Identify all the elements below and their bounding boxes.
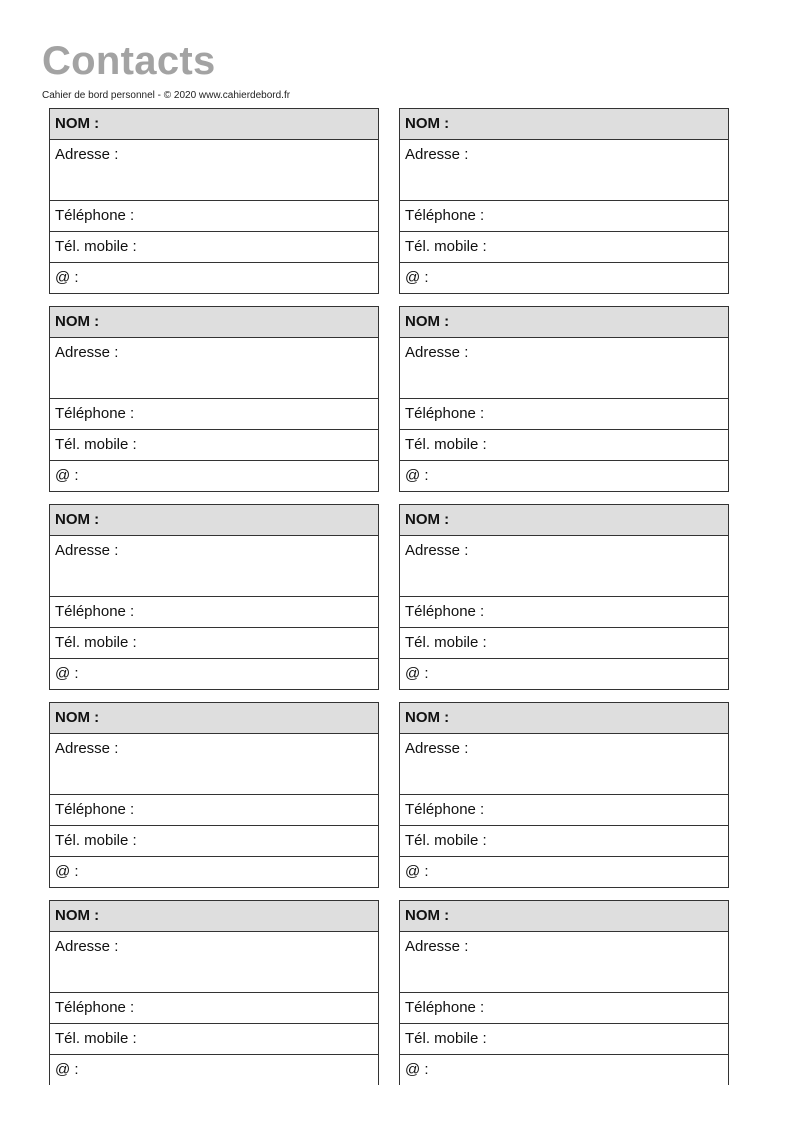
- contact-address-label: Adresse :: [55, 146, 119, 163]
- contact-name-field[interactable]: [50, 307, 378, 338]
- contact-mobile-field[interactable]: [50, 826, 378, 857]
- contact-card: [399, 306, 729, 492]
- contact-phone-field[interactable]: [400, 399, 728, 430]
- contact-mobile-label: Tél. mobile :: [405, 832, 487, 849]
- contact-mobile-field[interactable]: [50, 430, 378, 461]
- contact-address-field[interactable]: [400, 734, 728, 795]
- contact-name-label: NOM :: [405, 511, 450, 528]
- contact-address-field[interactable]: [400, 338, 728, 399]
- contact-email-label: @ :: [405, 467, 429, 484]
- contact-card: [399, 504, 729, 690]
- contact-mobile-field[interactable]: [400, 1024, 728, 1055]
- contact-address-label: Adresse :: [55, 542, 119, 559]
- contact-address-label: Adresse :: [55, 740, 119, 757]
- contact-card: [399, 108, 729, 294]
- contact-email-label: @ :: [405, 269, 429, 286]
- contact-address-label: Adresse :: [405, 740, 469, 757]
- contact-address-field[interactable]: [50, 536, 378, 597]
- contact-card: [49, 702, 379, 888]
- contact-email-field[interactable]: [400, 263, 728, 293]
- contact-phone-label: Téléphone :: [55, 405, 135, 422]
- contact-email-field[interactable]: [50, 1055, 378, 1085]
- contact-name-field[interactable]: [50, 109, 378, 140]
- contact-mobile-field[interactable]: [400, 430, 728, 461]
- contact-mobile-field[interactable]: [50, 232, 378, 263]
- contact-address-label: Adresse :: [405, 146, 469, 163]
- contact-phone-field[interactable]: [400, 795, 728, 826]
- contact-email-label: @ :: [405, 863, 429, 880]
- contact-name-field[interactable]: [400, 505, 728, 536]
- contact-phone-label: Téléphone :: [405, 603, 485, 620]
- contact-name-label: NOM :: [55, 313, 100, 330]
- contact-email-label: @ :: [55, 665, 79, 682]
- contact-name-field[interactable]: [400, 109, 728, 140]
- contact-mobile-label: Tél. mobile :: [405, 238, 487, 255]
- contact-address-label: Adresse :: [405, 938, 469, 955]
- contact-card: [49, 108, 379, 294]
- contact-name-label: NOM :: [55, 511, 100, 528]
- contact-mobile-label: Tél. mobile :: [55, 238, 137, 255]
- contact-address-field[interactable]: [50, 734, 378, 795]
- contact-name-label: NOM :: [405, 115, 450, 132]
- contact-email-label: @ :: [405, 1061, 429, 1078]
- contact-email-field[interactable]: [400, 857, 728, 887]
- contact-mobile-label: Tél. mobile :: [55, 832, 137, 849]
- contact-phone-label: Téléphone :: [405, 405, 485, 422]
- contact-phone-field[interactable]: [50, 201, 378, 232]
- contact-email-field[interactable]: [50, 659, 378, 689]
- contact-email-label: @ :: [55, 863, 79, 880]
- contact-mobile-label: Tél. mobile :: [55, 436, 137, 453]
- contact-phone-label: Téléphone :: [405, 207, 485, 224]
- contact-phone-field[interactable]: [50, 795, 378, 826]
- contact-phone-label: Téléphone :: [55, 603, 135, 620]
- contact-phone-label: Téléphone :: [55, 207, 135, 224]
- contact-mobile-field[interactable]: [400, 628, 728, 659]
- contact-email-field[interactable]: [400, 461, 728, 491]
- contact-card: [399, 702, 729, 888]
- contact-address-field[interactable]: [50, 338, 378, 399]
- contact-phone-field[interactable]: [400, 993, 728, 1024]
- contact-mobile-field[interactable]: [400, 232, 728, 263]
- contact-address-label: Adresse :: [55, 344, 119, 361]
- contact-name-label: NOM :: [55, 907, 100, 924]
- contact-mobile-label: Tél. mobile :: [405, 634, 487, 651]
- contact-phone-label: Téléphone :: [55, 999, 135, 1016]
- contact-mobile-field[interactable]: [50, 1024, 378, 1055]
- contact-email-field[interactable]: [50, 263, 378, 293]
- contact-address-label: Adresse :: [405, 542, 469, 559]
- contact-phone-field[interactable]: [50, 993, 378, 1024]
- contact-name-label: NOM :: [55, 709, 100, 726]
- contact-email-field[interactable]: [50, 461, 378, 491]
- contact-address-label: Adresse :: [405, 344, 469, 361]
- contact-phone-field[interactable]: [50, 399, 378, 430]
- contact-card: [49, 504, 379, 690]
- contact-name-label: NOM :: [55, 115, 100, 132]
- contact-name-label: NOM :: [405, 907, 450, 924]
- contact-address-label: Adresse :: [55, 938, 119, 955]
- contact-address-field[interactable]: [400, 536, 728, 597]
- contact-mobile-label: Tél. mobile :: [405, 1030, 487, 1047]
- contact-name-field[interactable]: [400, 901, 728, 932]
- contact-email-label: @ :: [55, 269, 79, 286]
- contact-phone-field[interactable]: [50, 597, 378, 628]
- contact-mobile-label: Tél. mobile :: [55, 634, 137, 651]
- contact-name-field[interactable]: [400, 703, 728, 734]
- page-title: Contacts: [42, 39, 216, 83]
- contact-grid: [49, 108, 729, 1085]
- contact-name-field[interactable]: [50, 901, 378, 932]
- contact-name-field[interactable]: [50, 505, 378, 536]
- contact-name-label: NOM :: [405, 709, 450, 726]
- contact-email-field[interactable]: [50, 857, 378, 887]
- contact-email-label: @ :: [55, 1061, 79, 1078]
- contact-name-field[interactable]: [400, 307, 728, 338]
- contact-address-field[interactable]: [50, 140, 378, 201]
- contact-address-field[interactable]: [400, 140, 728, 201]
- contact-name-field[interactable]: [50, 703, 378, 734]
- contact-mobile-field[interactable]: [400, 826, 728, 857]
- contact-mobile-label: Tél. mobile :: [55, 1030, 137, 1047]
- contact-phone-field[interactable]: [400, 201, 728, 232]
- contact-phone-label: Téléphone :: [55, 801, 135, 818]
- contact-address-field[interactable]: [50, 932, 378, 993]
- contact-phone-label: Téléphone :: [405, 999, 485, 1016]
- contact-address-field[interactable]: [400, 932, 728, 993]
- contact-name-label: NOM :: [405, 313, 450, 330]
- contact-card: [49, 900, 379, 1085]
- contact-phone-label: Téléphone :: [405, 801, 485, 818]
- contact-card: [399, 900, 729, 1085]
- contact-phone-field[interactable]: [400, 597, 728, 628]
- contact-mobile-label: Tél. mobile :: [405, 436, 487, 453]
- contact-email-label: @ :: [405, 665, 429, 682]
- page-subtitle: Cahier de bord personnel - © 2020 www.cahierdebord.fr: [42, 90, 291, 101]
- contact-email-label: @ :: [55, 467, 79, 484]
- contact-email-field[interactable]: [400, 659, 728, 689]
- contact-card: [49, 306, 379, 492]
- contact-mobile-field[interactable]: [50, 628, 378, 659]
- contact-email-field[interactable]: [400, 1055, 728, 1085]
